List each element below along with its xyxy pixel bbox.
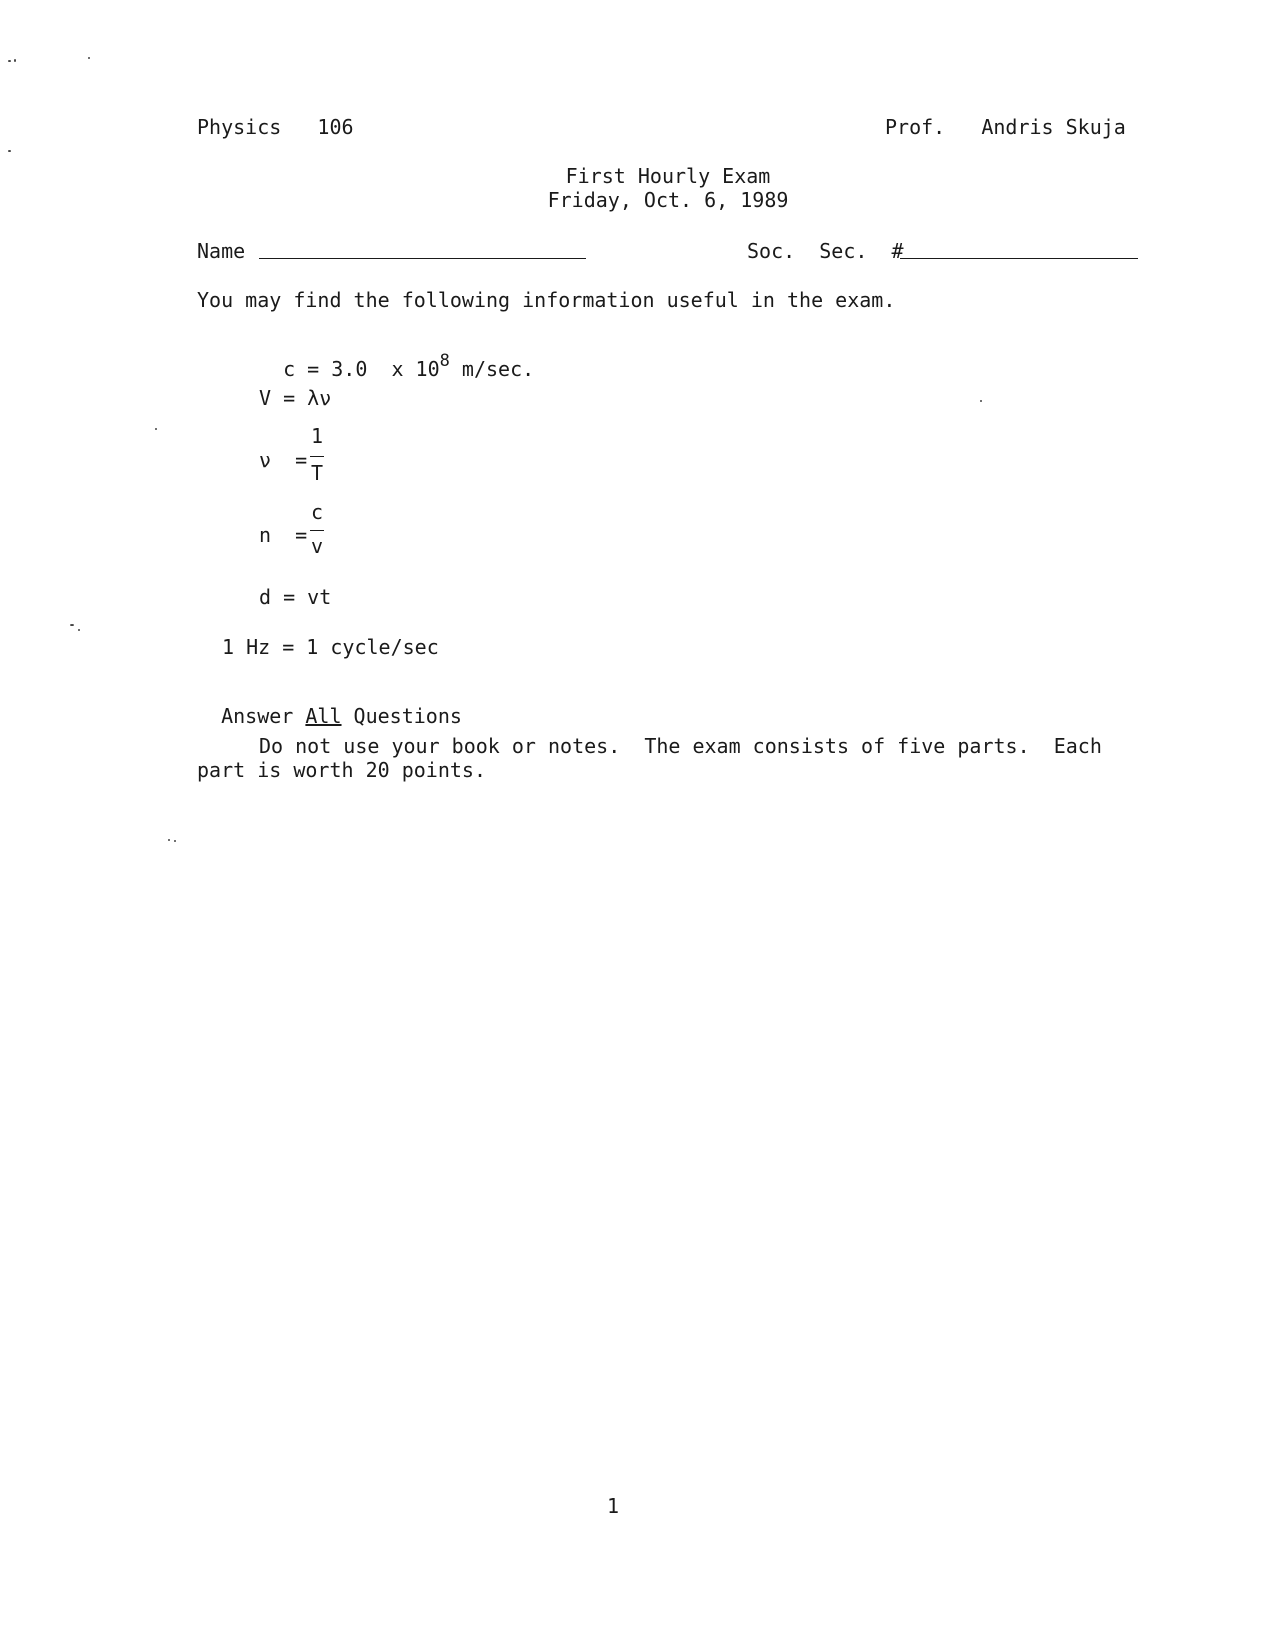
scan-speck <box>88 57 90 59</box>
name-label: Name <box>197 239 246 263</box>
scan-speck <box>155 428 157 430</box>
answer-suffix: Questions <box>341 704 462 728</box>
formula-hertz: 1 Hz = 1 cycle/sec <box>222 635 439 659</box>
formula-index-lhs: n = <box>259 523 308 547</box>
answer-emphasis: All <box>305 704 342 728</box>
formula-frequency-numerator: 1 <box>311 424 324 448</box>
formula-frequency-bar <box>310 456 324 457</box>
scan-speck <box>70 624 74 626</box>
ssn-field-line[interactable] <box>900 258 1138 259</box>
exam-date: Friday, Oct. 6, 1989 <box>547 188 789 212</box>
formula-wave-speed: V = λν <box>259 386 332 410</box>
formula-c-unit: m/sec. <box>449 357 535 381</box>
course-title: Physics 106 <box>197 115 354 139</box>
scan-speck <box>980 400 982 402</box>
instructions-line-2: part is worth 20 points. <box>197 758 486 782</box>
scan-speck <box>8 150 11 152</box>
page-number: 1 <box>606 1494 620 1518</box>
instructions-line-1: Do not use your book or notes. The exam consists of five parts. Each <box>259 734 1102 758</box>
answer-all-instruction <box>197 686 462 726</box>
formula-index-bar <box>310 530 324 531</box>
formula-frequency-lhs: ν = <box>259 448 308 472</box>
scan-speck <box>78 629 80 631</box>
formula-c-exponent: 8 <box>439 351 450 371</box>
name-field-line[interactable] <box>259 258 586 259</box>
exam-title: First Hourly Exam <box>565 164 771 188</box>
scan-speck <box>14 59 16 62</box>
formula-frequency-denominator: T <box>311 461 324 485</box>
scan-speck <box>8 60 11 62</box>
answer-prefix: Answer <box>221 704 306 728</box>
formula-index-denominator: v <box>311 534 324 558</box>
scan-speck <box>168 839 170 841</box>
ssn-label: Soc. Sec. # <box>747 239 904 263</box>
professor-name: Prof. Andris Skuja <box>885 115 1126 139</box>
intro-text: You may find the following information useful in the exam. <box>197 288 896 312</box>
formula-speed-of-light <box>259 339 534 380</box>
formula-c-prefix: c = 3.0 x 10 <box>283 357 440 381</box>
scan-speck <box>174 840 176 842</box>
formula-index-numerator: c <box>311 500 324 524</box>
formula-distance: d = vt <box>259 585 332 609</box>
